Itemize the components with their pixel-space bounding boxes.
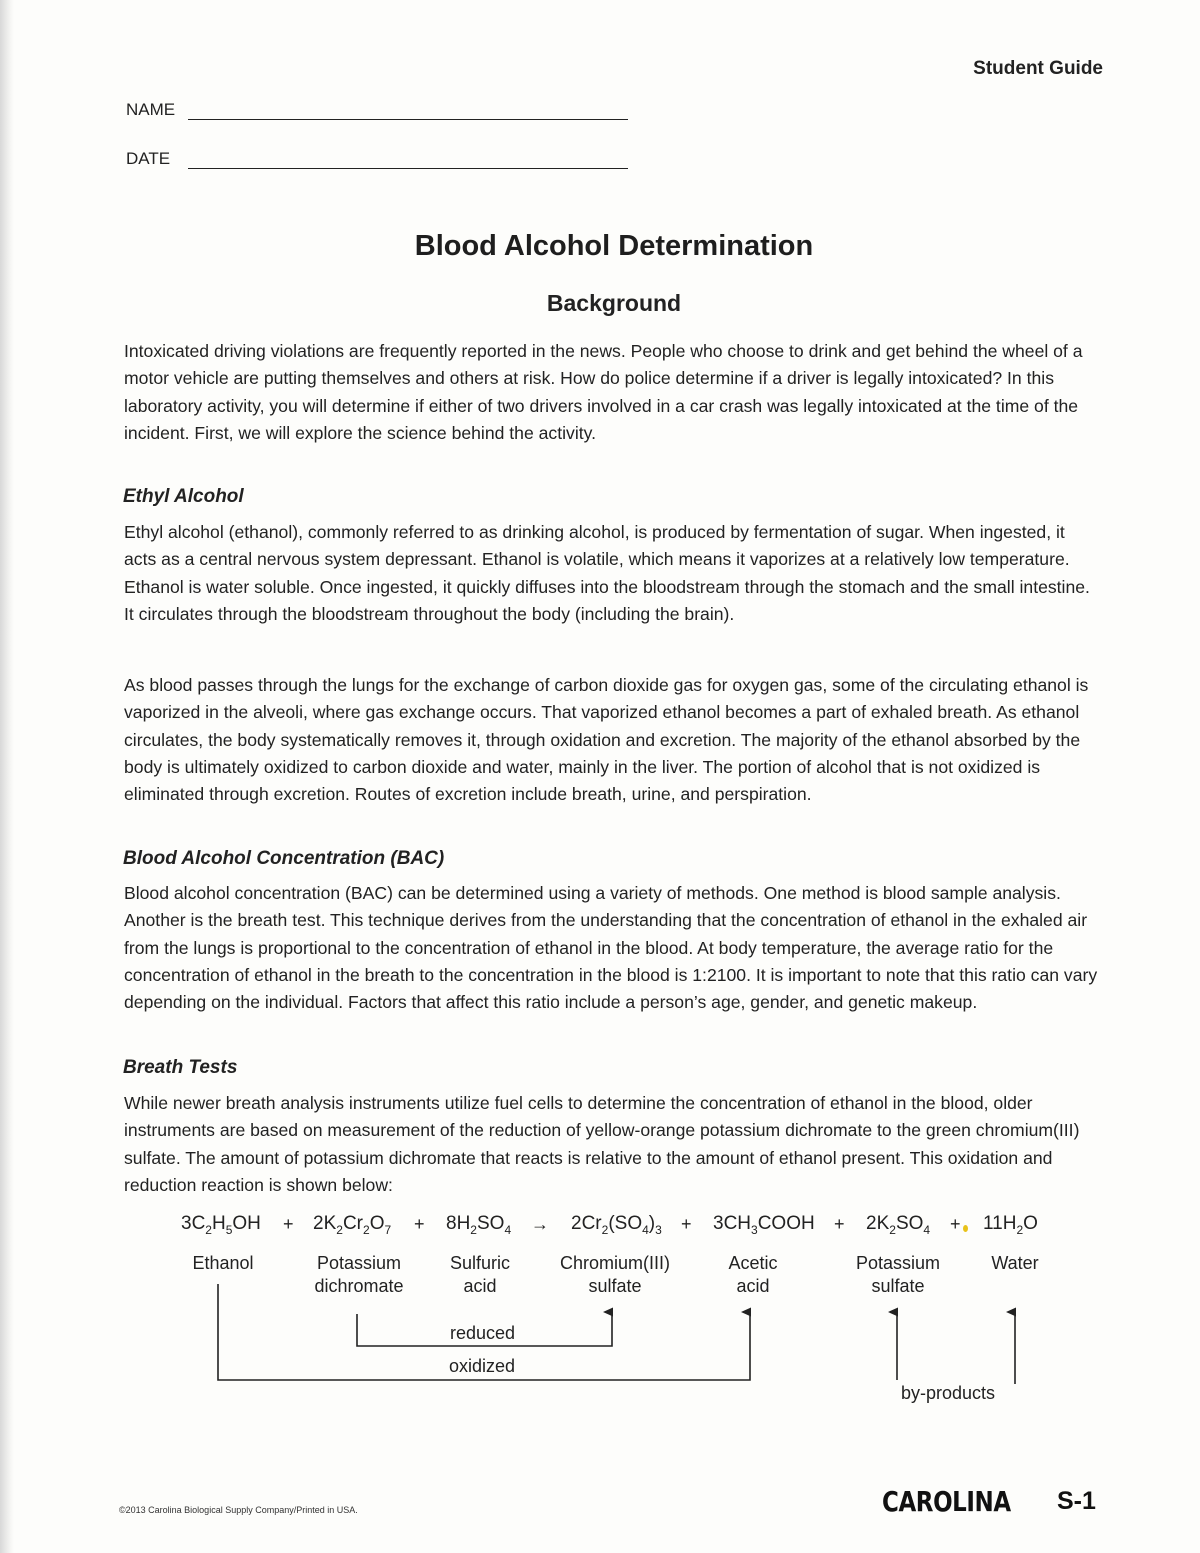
label-potassium-dichromate: Potassium dichromate — [314, 1253, 404, 1296]
label-acetic-acid: Acetic acid — [728, 1253, 778, 1296]
page-title: Blood Alcohol Determination — [414, 230, 814, 262]
plus-sign: + — [834, 1214, 845, 1234]
oxidized-label: oxidized — [449, 1356, 516, 1376]
paragraph-bac: Blood alcohol concentration (BAC) can be determined using a variety of methods. One method is blood sample analysis. Another is the breath test. This technique derives from the understanding that the concentration of ethanol in the exhaled air from the lungs is proportional to the concentration of ethanol in the blood. At body temperature, the average ratio for the concentration of ethanol in the breath to the concentration in the blood is 1:2100. It is important to note that this ratio can vary depending on the individual. Factors that affect this ratio include a person’s age, gender, and genetic makeup. — [124, 883, 1098, 1013]
formula-potassium-sulfate: $2K_2SO_4$ — [866, 1213, 931, 1237]
paragraph-breath-tests: While newer breath analysis instruments utilize fuel cells to determine the concentration of ethanol in the blood, older instruments are based on measurement of the reduction of yellow-orange potassium dichromate to the green chromium(III) sulfate. The amount of potassium dichromate that reacts is relative to the amount of ethanol present. This oxidation and reduction reaction is shown below: — [124, 1093, 1080, 1195]
paragraph-ethyl-2: As blood passes through the lungs for the exchange of carbon dioxide gas for oxygen gas, some of the circulating ethanol is vaporized in the alveoli, where gas exchange occurs. That vaporized ethanol becomes a part of exhaled breath. As ethanol circulates, the body systematically removes it, through oxidation and excretion. The majority of the ethanol absorbed by the body is ultimately oxidized to carbon dioxide and water, mainly in the liver. The portion of alcohol that is not oxidized is eliminated through excretion. Routes of excretion include breath, urine, and perspiration. — [124, 675, 1089, 805]
section-title-background: Background — [546, 290, 682, 316]
heading-bac: Blood Alcohol Concentration (BAC) — [123, 848, 445, 869]
paragraph-ethyl-1: Ethyl alcohol (ethanol), commonly referred to as drinking alcohol, is produced by fermentation of sugar. When ingested, it acts as a central nervous system depressant. Ethanol is volatile, which means it vaporizes at a relatively low temperature. Ethanol is water soluble. Once ingested, it quickly diffuses into the bloodstream through the stomach and the small intestine. It circulates through the bloodstream throughout the body (including the brain). — [124, 522, 1090, 624]
formula-chromium-sulfate: $2Cr_2(SO_4)_3$ — [571, 1213, 662, 1237]
plus-sign: + — [283, 1214, 294, 1234]
intro-paragraph: Intoxicated driving violations are frequently reported in the news. People who choose to drink and get behind the wheel of a motor vehicle are putting themselves and others at risk. How do police determine if a driver is legally intoxicated? In this laboratory activity, you will determine if either of two drivers involved in a car crash was legally intoxicated at the time of the incident. First, we will explore the science behind the activity. — [124, 341, 1083, 443]
plus-sign: + — [414, 1214, 425, 1234]
plus-sign: + — [681, 1214, 692, 1234]
formula-potassium-dichromate: $2K_2Cr_2O_7$ — [313, 1213, 392, 1237]
date-label: DATE — [126, 149, 171, 168]
plus-sign: + — [950, 1214, 961, 1234]
byproducts-label: by-products — [901, 1383, 996, 1403]
label-potassium-sulfate: Potassium sulfate — [855, 1253, 941, 1296]
formula-acetic-acid: $3CH_3COOH$ — [713, 1213, 815, 1237]
formula-ethanol: $3C_2H_5OH$ — [181, 1213, 261, 1237]
carolina-logo: CAROLINA — [882, 1485, 1011, 1518]
label-water: Water — [991, 1253, 1039, 1273]
label-chromium-sulfate: Chromium(III) sulfate — [559, 1253, 670, 1296]
formula-sulfuric-acid: $8H_2SO_4$ — [446, 1213, 512, 1237]
name-label: NAME — [126, 100, 176, 119]
reaction-arrow: → — [531, 1214, 549, 1234]
student-guide-label: Student Guide — [973, 58, 1103, 79]
label-ethanol: Ethanol — [192, 1253, 254, 1273]
page-number: S-1 — [1057, 1487, 1096, 1515]
heading-breath-tests: Breath Tests — [123, 1057, 238, 1078]
formula-water: $11H_2O$ — [983, 1213, 1038, 1237]
heading-ethyl-alcohol: Ethyl Alcohol — [123, 486, 244, 507]
label-sulfuric-acid: Sulfuric acid — [449, 1253, 511, 1296]
copyright-notice: ©2013 Carolina Biological Supply Company/Printed in USA. — [119, 1505, 358, 1515]
reduced-label: reduced — [450, 1323, 516, 1343]
